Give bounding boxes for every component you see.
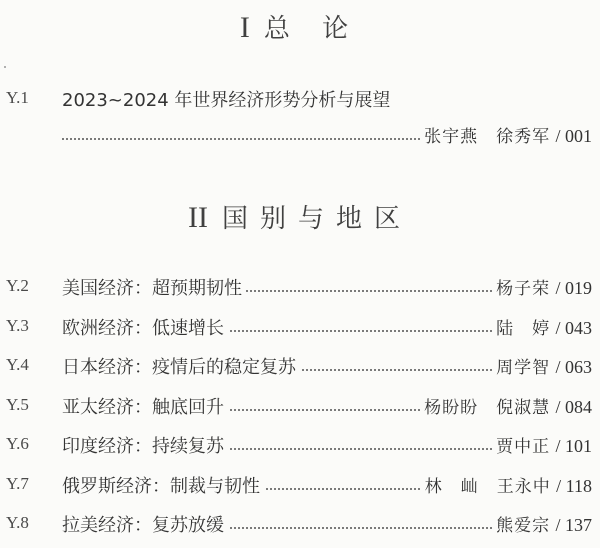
entry-code: Y.7 <box>6 474 29 493</box>
entry-page: / 001 <box>555 126 592 146</box>
entry-tail <box>420 122 592 147</box>
entry-title: 欧洲经济：低速增长 <box>62 314 228 340</box>
entry-page: / 043 <box>555 318 592 338</box>
entry-page: / 019 <box>555 278 592 298</box>
section-heading-2 <box>0 198 600 235</box>
toc-entry-leader-line[interactable] <box>0 122 600 150</box>
entry-code: Y.2 <box>6 276 29 295</box>
entry-code: Y.6 <box>6 434 29 453</box>
entry-title: 美国经济：超预期韧性 <box>62 274 246 300</box>
entry-authors: 陆 婷 <box>496 319 551 339</box>
section-heading-1 <box>0 8 600 45</box>
toc-entry[interactable] <box>0 274 600 302</box>
toc-entry[interactable] <box>0 472 600 500</box>
entry-title: 拉美经济：复苏放缓 <box>62 511 228 537</box>
entry-tail <box>492 353 592 378</box>
entry-code: Y.4 <box>6 355 29 374</box>
entry-title: 印度经济：持续复苏 <box>62 432 228 458</box>
entry-code: Y.3 <box>6 316 29 335</box>
entry-code: Y.8 <box>6 513 29 532</box>
entry-tail <box>492 314 592 339</box>
entry-tail <box>421 472 592 497</box>
entry-page: / 118 <box>556 476 592 496</box>
section-title: 总 论 <box>263 14 361 44</box>
section-numeral: II <box>188 201 208 234</box>
entry-title: 2023~2024 年世界经济形势分析与展望 <box>62 86 394 112</box>
entry-authors: 周学智 <box>496 358 551 378</box>
entry-authors: 杨盼盼 倪淑慧 <box>424 398 551 418</box>
entry-authors: 熊爱宗 <box>496 516 551 536</box>
toc-entry[interactable] <box>0 432 600 460</box>
stray-mark <box>4 66 6 68</box>
toc-entry[interactable] <box>0 511 600 539</box>
entry-page: / 101 <box>555 436 592 456</box>
entry-page: / 063 <box>555 357 592 377</box>
entry-code: Y.5 <box>6 395 29 414</box>
entry-authors: 林 屾 王永中 <box>424 477 551 497</box>
entry-tail <box>492 432 592 457</box>
entry-authors: 杨子荣 <box>496 279 551 299</box>
entry-title: 日本经济：疫情后的稳定复苏 <box>62 353 300 379</box>
section-title: 国别与地区 <box>221 204 412 234</box>
toc-entry[interactable] <box>0 86 600 114</box>
entry-tail <box>492 274 592 299</box>
entry-tail <box>492 511 592 536</box>
entry-title: 俄罗斯经济：制裁与韧性 <box>62 472 264 498</box>
toc-entry[interactable] <box>0 353 600 381</box>
entry-authors: 贾中正 <box>496 437 551 457</box>
entry-tail <box>420 393 592 418</box>
section-numeral: I <box>239 11 250 44</box>
entry-code: Y.1 <box>6 88 29 107</box>
entry-page: / 137 <box>555 515 592 535</box>
entry-authors: 张宇燕 徐秀军 <box>424 127 551 147</box>
entry-page: / 084 <box>555 397 592 417</box>
toc-entry[interactable] <box>0 314 600 342</box>
toc-entry[interactable] <box>0 393 600 421</box>
entry-title: 亚太经济：触底回升 <box>62 393 228 419</box>
